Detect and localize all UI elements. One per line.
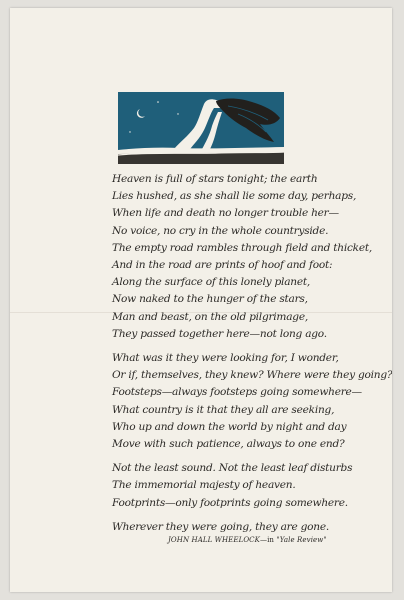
poem-line: Footprints—only footprints going somewhere. — [112, 496, 348, 509]
stanza-3 — [112, 460, 372, 512]
poem-line: Lies hushed, as she shall lie some day, perhaps, — [112, 190, 357, 203]
poem-line: Who up and down the world by night and day — [112, 420, 347, 433]
poem-line: Or if, themselves, they knew? Where were they going? — [112, 369, 392, 382]
author-name: JOHN HALL WHEELOCK — [168, 536, 260, 544]
stanza-4 — [112, 519, 372, 536]
poem-line: And in the road are prints of hoof and foot: — [112, 259, 333, 272]
poem-line: Footsteps—always footsteps going somewhere— — [112, 386, 362, 399]
stanza-2 — [112, 350, 392, 453]
poem-line: What country is it that they all are seeking, — [112, 403, 335, 416]
stanza-1 — [112, 171, 372, 343]
star-icon — [129, 131, 130, 132]
star-icon — [177, 113, 178, 114]
poem-line: Heaven is full of stars tonight; the earth — [112, 173, 318, 185]
poem-line: When life and death no longer trouble her— — [112, 207, 339, 220]
poem-line: Now naked to the hunger of the stars, — [112, 293, 308, 306]
attribution-separator: —in — [259, 536, 275, 544]
poem-line: Not the least sound. Not the least leaf disturbs — [112, 462, 353, 475]
poem-broadside — [10, 8, 392, 592]
poem-line: No voice, no cry in the whole countryside. — [112, 224, 329, 237]
poem-line: They passed together here—not long ago. — [112, 327, 327, 340]
source-publication: "Yale Review" — [276, 536, 327, 544]
poem-text — [112, 171, 392, 536]
poem-line: The immemorial majesty of heaven. — [112, 479, 296, 492]
woodcut-illustration — [118, 92, 284, 164]
poem-line: Wherever they were going, they are gone. — [112, 520, 329, 533]
poem-line: What was it they were looking for, I wonder, — [112, 352, 339, 365]
attribution — [168, 536, 378, 544]
poem-line: Along the surface of this lonely planet, — [112, 276, 310, 289]
star-icon — [157, 101, 159, 103]
poem-line: Man and beast, on the old pilgrimage, — [112, 310, 308, 323]
poem-line: The empty road rambles through field and thicket, — [112, 241, 372, 254]
poem-line: Move with such patience, always to one end? — [112, 438, 345, 451]
